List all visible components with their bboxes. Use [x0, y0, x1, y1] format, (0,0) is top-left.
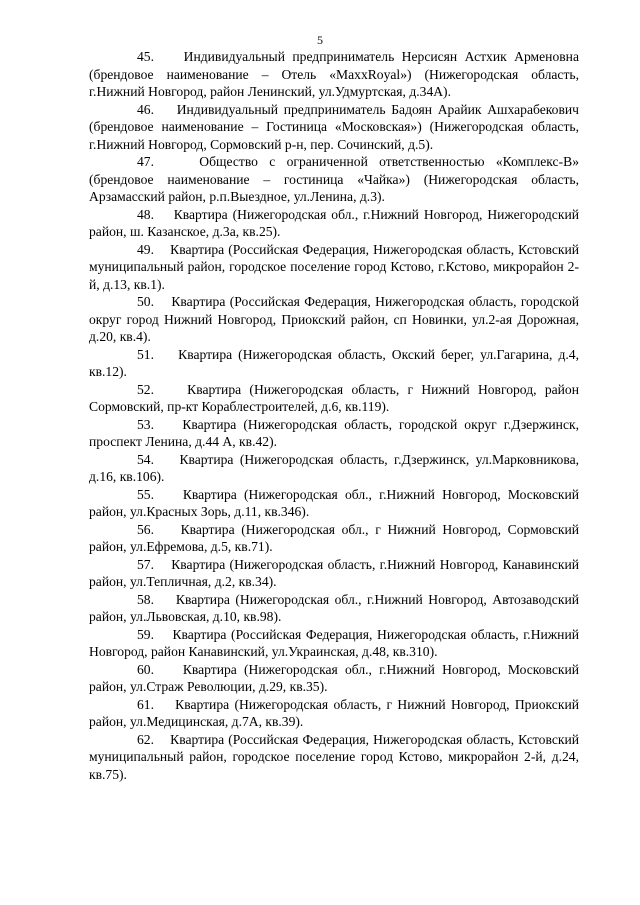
list-item — [89, 381, 579, 416]
item-text: Квартира (Российская Федерация, Нижегородская область, г.Нижний Новгород, район Канавинский, ул.Украинская, д.48, кв.310). — [89, 626, 579, 659]
list-item — [89, 293, 579, 346]
item-number: 53. — [137, 416, 154, 432]
list-item — [89, 346, 579, 381]
list-item — [89, 416, 579, 451]
item-text: Квартира (Нижегородская область, Окский берег, ул.Гагарина, д.4, кв.12). — [89, 346, 579, 379]
item-text: Индивидуальный предприниматель Нерсисян Астхик Арменовна (брендовое наименование – Отель «MaxxRoyal») (Нижегородская область, г.Нижний Новгород, район Ленинский, ул.Удмуртская, д.34А). — [89, 49, 579, 99]
item-number: 52. — [137, 381, 154, 397]
item-number: 62. — [137, 731, 154, 747]
item-number: 57. — [137, 556, 154, 572]
item-number: 51. — [137, 346, 154, 362]
list-item — [89, 521, 579, 556]
list-item — [89, 486, 579, 521]
list-item — [89, 101, 579, 154]
item-text: Квартира (Российская Федерация, Нижегородская область, городской округ город Нижний Новгород, Приокский район, сп Новинки, ул.2-ая Дорожная, д.20, кв.4). — [89, 294, 579, 344]
document-body — [89, 48, 579, 783]
list-item — [89, 451, 579, 486]
item-number: 50. — [137, 294, 154, 309]
item-text: Квартира (Нижегородская обл., г.Нижний Новгород, Автозаводский район, ул.Львовская, д.10, кв.98). — [89, 591, 579, 624]
item-number: 55. — [137, 486, 154, 502]
list-item — [89, 241, 579, 294]
item-text: Квартира (Нижегородская обл., г.Нижний Новгород, Нижегородский район, ш. Казанское, д.3а, кв.25). — [89, 206, 579, 239]
list-item — [89, 153, 579, 206]
item-number: 45. — [137, 49, 154, 64]
item-number: 46. — [137, 101, 154, 117]
item-number: 60. — [137, 661, 154, 677]
item-text: Квартира (Нижегородская обл., г.Нижний Новгород, Московский район, ул.Страж Революции, д.29, кв.35). — [89, 661, 580, 694]
list-item — [89, 731, 579, 784]
item-text: Квартира (Нижегородская область, городской округ г.Дзержинск, проспект Ленина, д.44 А, кв.42). — [89, 416, 579, 449]
item-text: Квартира (Нижегородская область, г.Дзержинск, ул.Марковникова, д.16, кв.106). — [89, 451, 579, 484]
item-number: 59. — [137, 626, 154, 642]
item-text: Квартира (Нижегородская обл., г Нижний Новгород, Сормовский район, ул.Ефремова, д.5, кв.71). — [89, 521, 580, 554]
item-number: 56. — [137, 521, 154, 537]
item-number: 58. — [137, 591, 154, 607]
item-number: 61. — [137, 696, 154, 712]
item-text: Квартира (Нижегородская область, г Нижний Новгород, Приокский район, ул.Медицинская, д.7А, кв.39). — [89, 696, 579, 729]
item-number: 54. — [137, 451, 154, 467]
list-item — [89, 591, 579, 626]
list-item — [89, 556, 579, 591]
list-item — [89, 48, 579, 101]
item-text: Квартира (Нижегородская область, г.Нижний Новгород, Канавинский район, ул.Тепличная, д.2, кв.34). — [89, 556, 579, 589]
item-number: 49. — [137, 241, 154, 257]
list-item — [89, 696, 579, 731]
item-text: Квартира (Российская Федерация, Нижегородская область, Кстовский муниципальный район, городское поселение город Кстово, микрорайон 2-й, д.24, кв.75). — [89, 731, 579, 782]
item-text: Квартира (Нижегородская обл., г.Нижний Новгород, Московский район, ул.Красных Зорь, д.11, кв.346). — [89, 486, 580, 519]
item-number: 48. — [137, 206, 154, 222]
item-text: Индивидуальный предприниматель Бадоян Арайик Ашхарабекович (брендовое наименование – Гостиница «Московская») (Нижегородская область, г.Нижний Новгород, Сормовский р-н, пер. Сочинский, д.5). — [89, 101, 579, 152]
item-text: Квартира (Нижегородская область, г Нижний Новгород, район Сормовский, пр-кт Кораблестроителей, д.6, кв.119). — [89, 381, 579, 414]
item-number: 47. — [137, 154, 154, 169]
list-item — [89, 206, 579, 241]
list-item — [89, 661, 579, 696]
list-item — [89, 626, 579, 661]
item-text: Квартира (Российская Федерация, Нижегородская область, Кстовский муниципальный район, городское поселение город Кстово, г.Кстово, микрорайон 2-й, д.13, кв.1). — [89, 241, 579, 292]
page-number: 5 — [317, 33, 323, 47]
item-text: Общество с ограниченной ответственностью «Комплекс-В» (брендовое наименование – гостиница «Чайка») (Нижегородская область, Арзамасский район, р.п.Выездное, ул.Ленина, д.3). — [89, 154, 579, 204]
